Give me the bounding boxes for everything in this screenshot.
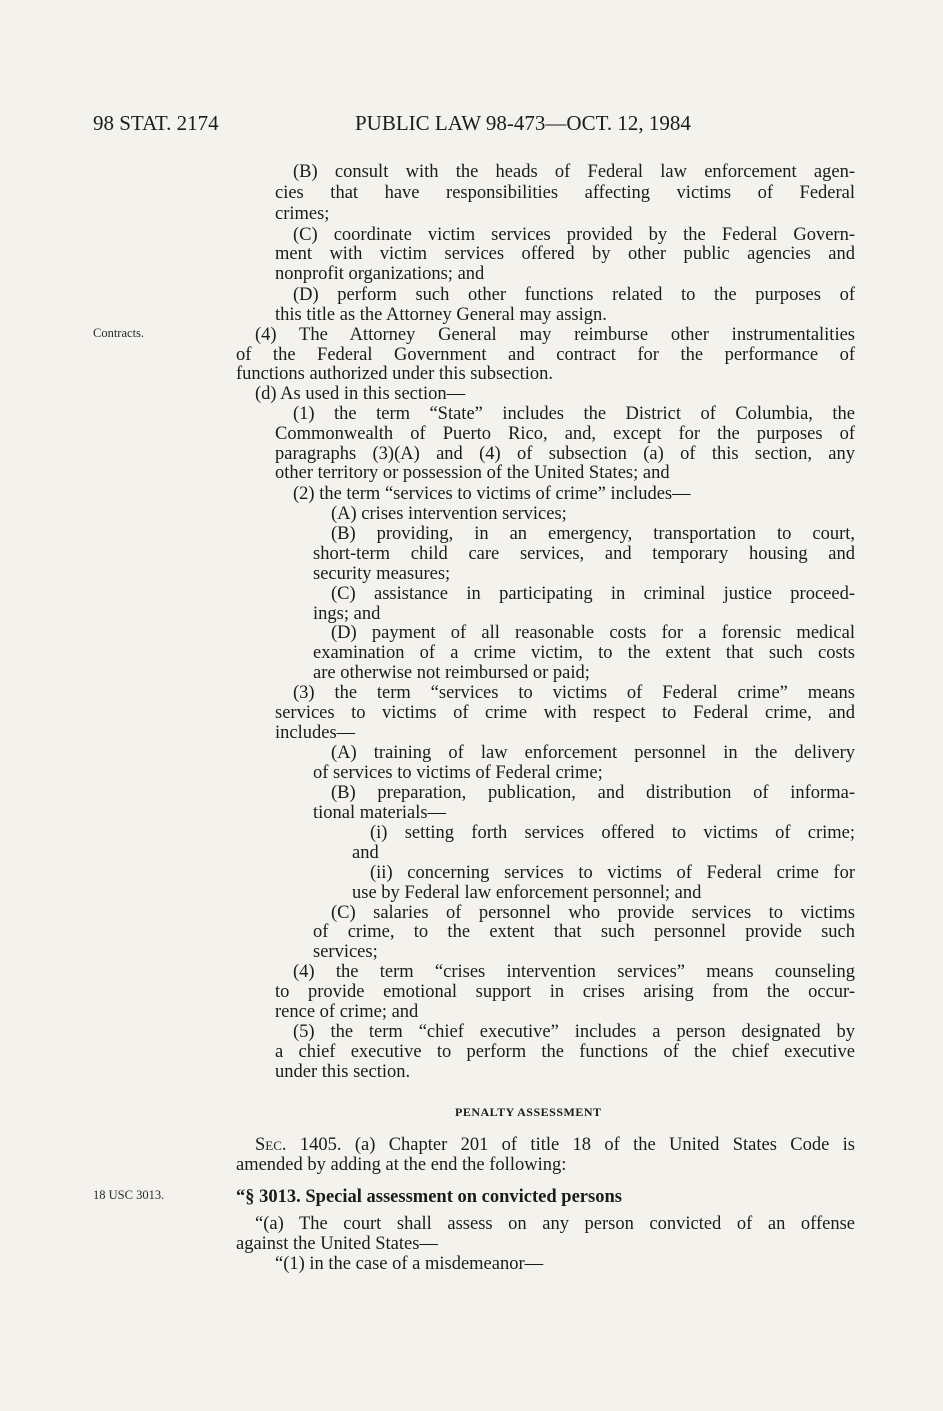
margin-note-contracts: Contracts. bbox=[93, 326, 145, 340]
text-line: “(1) in the case of a misdemeanor— bbox=[275, 1254, 544, 1274]
text-line: of crime, to the extent that such personnel provide such bbox=[313, 922, 855, 942]
text-line: (d) As used in this section— bbox=[255, 384, 466, 404]
text-line: use by Federal law enforcement personnel; and bbox=[352, 883, 702, 903]
text-line: “(a) The court shall assess on any person convicted of an offense bbox=[255, 1214, 855, 1234]
text-line: security measures; bbox=[313, 564, 451, 584]
text-line: of the Federal Government and contract for the performance of bbox=[236, 345, 855, 365]
text-line: of services to victims of Federal crime; bbox=[313, 763, 603, 783]
text-line: includes— bbox=[275, 723, 356, 743]
text-line: (i) setting forth services offered to victims of crime; bbox=[370, 823, 855, 843]
text-line: ings; and bbox=[313, 604, 381, 624]
text-line: ment with victim services offered by other public agencies and bbox=[275, 244, 855, 264]
text-line: amended by adding at the end the following: bbox=[236, 1155, 567, 1175]
text-line: nonprofit organizations; and bbox=[275, 264, 485, 284]
text-line: tional materials— bbox=[313, 803, 447, 823]
text-line: paragraphs (3)(A) and (4) of subsection (a) of this section, any bbox=[275, 444, 855, 464]
text-line: cies that have responsibilities affecting victims of Federal bbox=[275, 183, 855, 203]
text-line: functions authorized under this subsection. bbox=[236, 364, 554, 384]
sec-text: 1405. (a) Chapter 201 of title 18 of the United States Code is bbox=[286, 1135, 855, 1155]
text-line: crimes; bbox=[275, 204, 330, 224]
text-line: examination of a crime victim, to the extent that such costs bbox=[313, 643, 855, 663]
text-line: (4) the term “crises intervention services” means counseling bbox=[293, 962, 855, 982]
text-line: (A) training of law enforcement personnel in the delivery bbox=[331, 743, 855, 763]
text-line: a chief executive to perform the functions of the chief executive bbox=[275, 1042, 855, 1062]
text-line: (B) preparation, publication, and distribution of informa- bbox=[331, 783, 855, 803]
text-line: services to victims of crime with respect to Federal crime, and bbox=[275, 703, 855, 723]
text-line: (D) perform such other functions related to the purposes of bbox=[293, 285, 855, 305]
page-stat-reference: 98 STAT. 2174 bbox=[93, 111, 219, 135]
sec-prefix: Sec. bbox=[255, 1135, 287, 1155]
text-line: Commonwealth of Puerto Rico, and, except for the purposes of bbox=[275, 424, 855, 444]
text-line: (4) The Attorney General may reimburse other instrumentalities bbox=[255, 325, 855, 345]
text-line: (2) the term “services to victims of crime” includes— bbox=[293, 484, 691, 504]
text-line: services; bbox=[313, 942, 378, 962]
text-line: (1) the term “State” includes the District of Columbia, the bbox=[293, 404, 855, 424]
text-line: (C) assistance in participating in criminal justice proceed- bbox=[331, 584, 855, 604]
text-line: (5) the term “chief executive” includes a person designated by bbox=[293, 1022, 855, 1042]
text-line: (B) providing, in an emergency, transportation to court, bbox=[331, 524, 855, 544]
text-line: short-term child care services, and temporary housing and bbox=[313, 544, 855, 564]
text-line: and bbox=[352, 843, 379, 863]
text-line: (A) crises intervention services; bbox=[331, 504, 567, 524]
text-line: to provide emotional support in crises arising from the occur- bbox=[275, 982, 855, 1002]
text-line: (ii) concerning services to victims of Federal crime for bbox=[370, 863, 855, 883]
text-line: (C) coordinate victim services provided by the Federal Govern- bbox=[293, 225, 855, 245]
margin-note-usc: 18 USC 3013. bbox=[93, 1188, 165, 1202]
text-line: (C) salaries of personnel who provide services to victims bbox=[331, 903, 855, 923]
text-line: other territory or possession of the United States; and bbox=[275, 463, 670, 483]
text-line bbox=[255, 1135, 855, 1155]
section-title: “§ 3013. Special assessment on convicted persons bbox=[236, 1187, 622, 1207]
text-line: (D) payment of all reasonable costs for a forensic medical bbox=[331, 623, 855, 643]
text-line: are otherwise not reimbursed or paid; bbox=[313, 663, 590, 683]
text-line: against the United States— bbox=[236, 1234, 438, 1254]
text-line: (3) the term “services to victims of Federal crime” means bbox=[293, 683, 855, 703]
text-line: this title as the Attorney General may assign. bbox=[275, 305, 607, 325]
text-line: rence of crime; and bbox=[275, 1002, 419, 1022]
page-title: PUBLIC LAW 98-473—OCT. 12, 1984 bbox=[355, 111, 691, 135]
text-line: under this section. bbox=[275, 1062, 411, 1082]
text-line: (B) consult with the heads of Federal law enforcement agen- bbox=[293, 162, 855, 182]
section-heading: PENALTY ASSESSMENT bbox=[455, 1105, 602, 1119]
